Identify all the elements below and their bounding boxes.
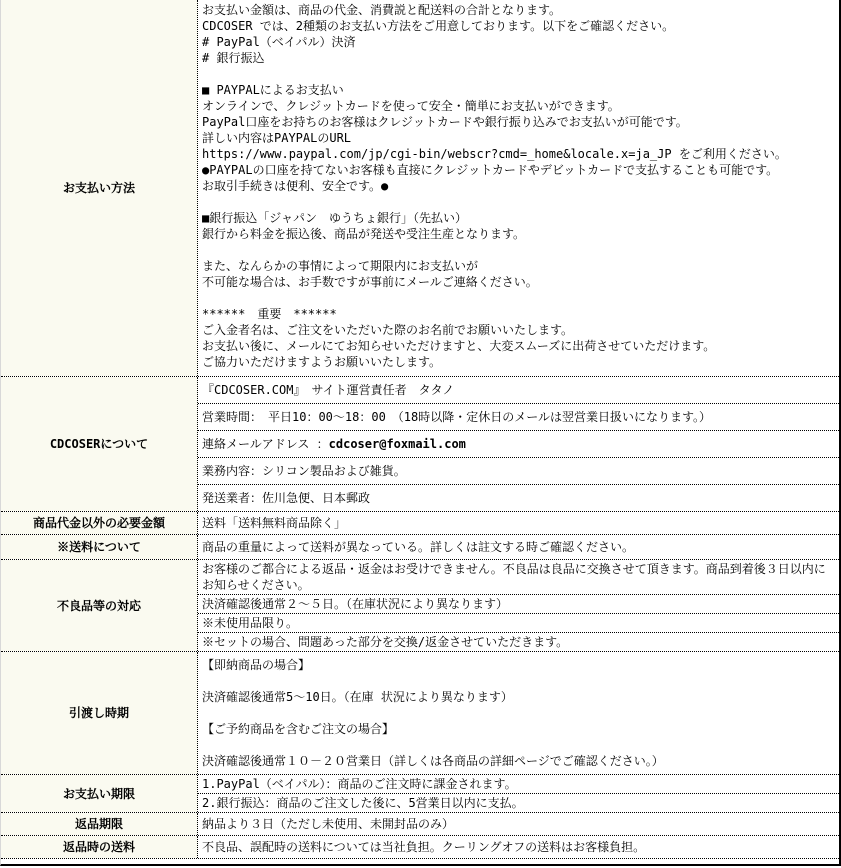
text-line: ※セットの場合、問題あった部分を交換/返金させていただきます。 <box>202 635 569 649</box>
row-label-payment-method: お支払い方法 <box>1 0 198 376</box>
text-line <box>202 436 835 452</box>
row-content-payment-method <box>198 0 839 376</box>
text-line: 2.銀行振込：商品のご注文した後に、5営業日以内に支払。 <box>202 796 524 810</box>
text-line <box>202 66 835 82</box>
table-row-return-deadline <box>1 812 839 835</box>
row-label-return-deadline: 返品期限 <box>1 813 198 835</box>
text-line: 発送業者：佐川急便、日本郵政 <box>202 491 371 505</box>
email-address: cdcoser@foxmail.com <box>328 437 466 451</box>
text-line <box>202 737 835 753</box>
row-content-defective-item-handling <box>198 560 839 651</box>
content-sub-cell <box>198 403 839 430</box>
text-line: 【ご予約商品を含むご注文の場合】 <box>202 722 395 736</box>
content-sub-cell <box>198 836 839 858</box>
text-line: 業務内容：シリコン製品および雑貨。 <box>202 464 406 478</box>
text-line <box>202 673 835 689</box>
row-content-fees-other-than-price <box>198 512 839 534</box>
text-line: 『CDCOSER.COM』 サイト運営責任者 タタノ <box>202 383 455 397</box>
table-row-about-cdcoser <box>1 376 839 511</box>
table-row-payment-deadline <box>1 774 839 812</box>
content-sub-cell <box>198 594 839 613</box>
table-row-return-shipping-fee <box>1 835 839 859</box>
row-content-delivery-time <box>198 652 839 774</box>
content-sub-cell <box>198 377 839 403</box>
content-sub-cell <box>198 484 839 511</box>
text-line: 銀行から料金を振込後、商品が発送や受注生産となります。 <box>202 227 526 241</box>
row-label-return-shipping-fee: 返品時の送料 <box>1 836 198 858</box>
text-line: 不良品、誤配時の送料については当社負担。クーリングオフの送料はお客様負担。 <box>202 840 646 854</box>
text-line: お客様のご都合による返品・返金はお受けできません。不良品は良品に交換させて頂きます。商品到着後３日以内にお知らせください。 <box>202 562 826 592</box>
text-line: お支払い後に、メールにてお知らせいただけますと、大変スムーズに出荷させていただけます。 <box>202 339 716 353</box>
text-line: お支払い金額は、商品の代金、消費説と配送料の合計となります。 <box>202 3 562 17</box>
row-content-payment-deadline <box>198 775 839 812</box>
text-line <box>202 194 835 210</box>
text-line: 決済確認後通常１０－２０営業日（詳しくは各商品の詳細ページでご確認ください。） <box>202 754 664 768</box>
text-line: PayPal口座をお持ちのお客様はクレジットカードや銀行振り込みでお支払いが可能です。 <box>202 115 688 129</box>
text-line: 1.PayPal（ベイパル）：商品のご注文時に課金されます。 <box>202 777 517 791</box>
content-sub-cell <box>198 430 839 457</box>
text-line: 納品より３日（ただし未使用、未開封品のみ） <box>202 817 455 831</box>
row-content-about-shipping <box>198 535 839 559</box>
row-label-about-cdcoser: CDCOSERについて <box>1 377 198 511</box>
text-line <box>202 705 835 721</box>
table-row-payment-method <box>1 0 839 376</box>
text-line: 決済確認後通常２～５日。（在庫状況により異なります） <box>202 597 509 611</box>
row-content-return-deadline <box>198 813 839 835</box>
row-label-fees-other-than-price: 商品代金以外の必要金額 <box>1 512 198 534</box>
text-line: お取引手続きは便利、安全です。● <box>202 179 389 193</box>
text-line: 決済確認後通常5～10日。（在庫 状況により異なります） <box>202 690 513 704</box>
contact-email-label: 連絡メールアドレス ： <box>202 437 329 451</box>
text-line: # PayPal（ベイパル）決済 <box>202 35 356 49</box>
content-sub-cell <box>198 560 839 594</box>
content-sub-cell <box>198 775 839 793</box>
content-sub-cell <box>198 793 839 812</box>
text-line: 詳しい内容はPAYPALのURL <box>202 131 352 145</box>
text-line: # 銀行振込 <box>202 51 265 65</box>
text-line: ****** 重要 ****** <box>202 307 337 321</box>
table-row-fees-other-than-price <box>1 511 839 534</box>
text-line <box>202 242 835 258</box>
row-content-return-shipping-fee <box>198 836 839 858</box>
table-row-about-shipping <box>1 534 839 559</box>
text-line: CDCOSER では、2種類のお支払い方法をご用意しております。以下をご確認ください。 <box>202 19 675 33</box>
table-row-delivery-time <box>1 651 839 774</box>
text-line <box>202 290 835 306</box>
text-line: 営業時間： 平日10：00～18：00 （18時以降・定休日のメールは翌営業日扱いになります。） <box>202 410 712 424</box>
content-sub-cell <box>198 813 839 835</box>
text-line: 【即納商品の場合】 <box>202 658 311 672</box>
content-sub-cell <box>198 457 839 484</box>
row-label-about-shipping: ※送料について <box>1 535 198 559</box>
row-label-defective-item-handling: 不良品等の対応 <box>1 560 198 651</box>
text-line: オンラインで、クレジットカードを使って安全・簡単にお支払いができます。 <box>202 99 620 113</box>
text-line: ご入金者名は、ご注文をいただいた際のお名前でお願いいたします。 <box>202 323 574 337</box>
content-sub-cell <box>198 535 839 559</box>
text-line: ※未使用品限り。 <box>202 616 299 630</box>
text-line: 送料「送料無料商品除く」 <box>202 516 347 530</box>
row-label-payment-deadline: お支払い期限 <box>1 775 198 812</box>
content-sub-cell <box>198 0 839 376</box>
table-row-defective-item-handling <box>1 559 839 651</box>
content-sub-cell <box>198 632 839 651</box>
paypal-url-text: https://www.paypal.com/jp/cgi-bin/webscr?cmd=_home&locale.x=ja_JP をご利用ください。 <box>202 147 787 161</box>
text-line: 商品の重量によって送料が異なっている。詳しくは註文する時ご確認ください。 <box>202 540 635 554</box>
text-line: ■銀行振込「ジャパン ゆうちょ銀行」（先払い） <box>202 211 467 225</box>
row-label-delivery-time: 引渡し時期 <box>1 652 198 774</box>
text-line: ●PAYPALの口座を持てないお客様も直接にクレジットカードやデビットカードで支払することも可能です。 <box>202 163 779 177</box>
text-line: ご協力いただけますようお願いいたします。 <box>202 355 442 369</box>
content-sub-cell <box>198 512 839 534</box>
text-line: ■ PAYPALによるお支払い <box>202 83 344 97</box>
text-line: 不可能な場合は、お手数ですが事前にメールご連絡ください。 <box>202 275 538 289</box>
content-sub-cell <box>198 613 839 632</box>
content-sub-cell <box>198 652 839 774</box>
text-line: また、なんらかの事情によって期限内にお支払いが <box>202 259 479 273</box>
row-content-about-cdcoser <box>198 377 839 511</box>
